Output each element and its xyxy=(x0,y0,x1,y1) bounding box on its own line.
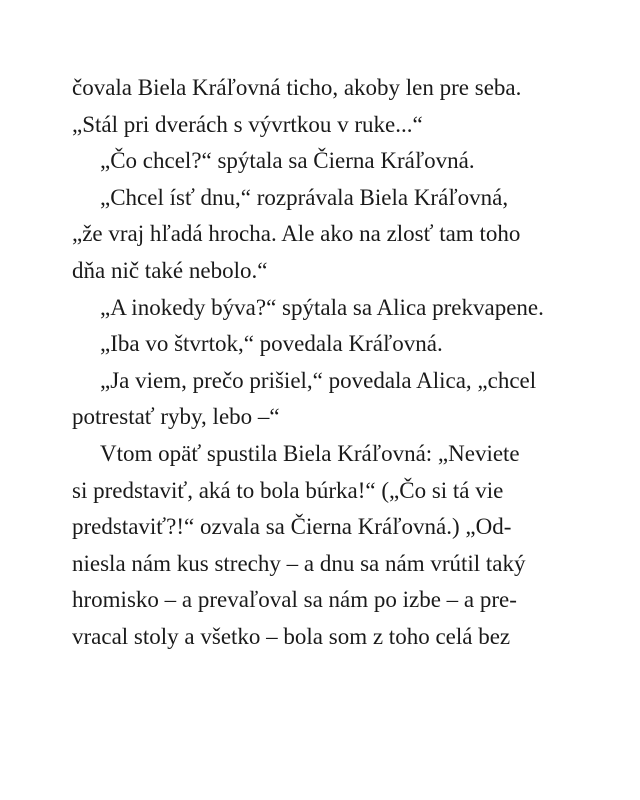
text-line: „že vraj hľadá hrocha. Ale ako na zlosť tam toho xyxy=(72,221,521,247)
text-line: „Chcel ísť dnu,“ rozprávala Biela Kráľovná, xyxy=(100,184,509,210)
text-line: hromisko – a prevaľoval sa nám po izbe – a pre- xyxy=(72,587,517,613)
text-line: „Stál pri dverách s vývrtkou v ruke...“ xyxy=(72,111,423,137)
text-line: čovala Biela Kráľovná ticho, akoby len pre seba. xyxy=(72,75,522,100)
text-line: „Čo chcel?“ spýtala sa Čierna Kráľovná. xyxy=(100,148,475,174)
text-line: vracal stoly a všetko – bola som z toho celá bez xyxy=(72,623,511,649)
text-line: „A inokedy býva?“ spýtala sa Alica prekvapene. xyxy=(100,294,544,320)
text-line: dňa nič také nebolo.“ xyxy=(72,257,268,283)
text-line: Vtom opäť spustila Biela Kráľovná: „Neviete xyxy=(100,440,520,466)
page-body-text xyxy=(72,70,572,656)
text-line: potrestať ryby, lebo –“ xyxy=(72,404,280,430)
text-line: predstaviť?!“ ozvala sa Čierna Kráľovná.) „Od- xyxy=(72,514,512,540)
text-line: niesla nám kus strechy – a dnu sa nám vrútil taký xyxy=(72,550,526,576)
text-line: si predstaviť, aká to bola búrka!“ („Čo si tá vie xyxy=(72,477,504,503)
text-line: „Iba vo štvrtok,“ povedala Kráľovná. xyxy=(100,331,443,357)
text-line: „Ja viem, prečo prišiel,“ povedala Alica, „chcel xyxy=(100,367,537,393)
